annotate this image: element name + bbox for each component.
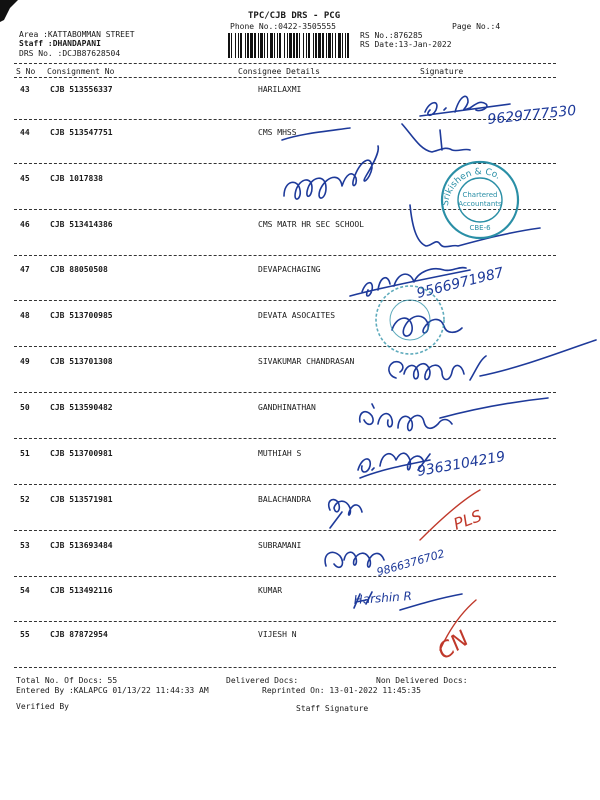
red-mark-52: PLS: [450, 506, 485, 534]
signature-stroke-44: [282, 128, 350, 140]
row-consignment: CJB 513700985: [50, 311, 113, 320]
column-header-signature: Signature: [420, 67, 464, 76]
page-number: Page No.:4: [452, 22, 501, 31]
row-consignment: CJB 88050508: [50, 265, 108, 274]
stamp-line-1: Chartered: [462, 191, 498, 199]
signature-row-49: [389, 340, 596, 380]
row-consignment: CJB 87872954: [50, 630, 108, 639]
reprinted-on: Reprinted On: 13-01-2022 11:45:35: [262, 686, 421, 695]
red-mark-55: CN: [433, 626, 474, 665]
phone-number: Phone No.:0422-3505555: [230, 22, 336, 31]
company-stamp: [441, 162, 518, 238]
row-sno: 47: [20, 265, 30, 274]
column-header-consignee: Consignee Details: [238, 67, 320, 76]
row-sno: 45: [20, 174, 30, 183]
row-consignee: CMS MATR HR SEC SCHOOL: [258, 220, 364, 229]
row-sno: 48: [20, 311, 30, 320]
signature-row-53: [325, 552, 384, 567]
column-header-sno: S No: [16, 67, 36, 76]
rs-date: RS Date:13-Jan-2022: [360, 40, 452, 49]
row-consignment: CJB 513693484: [50, 541, 113, 550]
row-consignment: CJB 513492116: [50, 586, 113, 595]
row-consignee: GANDHINATHAN: [258, 403, 316, 412]
row-consignment: CJB 513701308: [50, 357, 113, 366]
row-sno: 49: [20, 357, 30, 366]
row-consignee: DEVATA ASOCAITES: [258, 311, 336, 320]
signature-row-48: [392, 316, 462, 336]
row-consignee: VIJESH N: [258, 630, 297, 639]
document-title: TPC/CJB DRS - PCG: [248, 11, 341, 21]
row-consignment: CJB 513556337: [50, 85, 113, 94]
row-consignee: DEVAPACHAGING: [258, 265, 321, 274]
row-consignment: CJB 513414386: [50, 220, 113, 229]
signature-row-50: [360, 404, 452, 431]
column-header-consignment: Consignment No: [47, 67, 115, 76]
signature-stroke-52: [330, 512, 342, 528]
stamp-firm-name: Srikishen & Co.: [440, 167, 502, 207]
signature-row-45: [284, 146, 378, 199]
row-sno: 51: [20, 449, 30, 458]
row-sno: 55: [20, 630, 30, 639]
row-consignment: CJB 513590482: [50, 403, 113, 412]
row-consignment: CJB 513547751: [50, 128, 113, 137]
signature-row-52: [329, 500, 362, 516]
row-consignee: MUTHIAH S: [258, 449, 302, 458]
row-sno: 44: [20, 128, 30, 137]
area-label: Area :KATTABOMMAN STREET: [19, 30, 135, 39]
handwritten-phone-53: 9866376702: [375, 547, 447, 579]
row-consignee: CMS MHSS: [258, 128, 297, 137]
row-sno: 54: [20, 586, 30, 595]
row-sno: 46: [20, 220, 30, 229]
handwritten-phone-51: 9363104219: [415, 448, 507, 480]
handwritten-phone-47: 9566971987: [415, 264, 506, 302]
row-sno: 43: [20, 85, 30, 94]
row-sno: 50: [20, 403, 30, 412]
verified-by: Verified By: [16, 702, 69, 711]
entered-by: Entered By :KALAPCG 01/13/22 11:44:33 AM: [16, 686, 209, 695]
stamp-city: CBE-6: [469, 224, 491, 232]
non-delivered-docs: Non Delivered Docs:: [376, 676, 468, 685]
handwritten-name-54: Harshin R: [353, 588, 413, 607]
row-consignee: SIVAKUMAR CHANDRASAN: [258, 357, 355, 366]
drs-number: DRS No. :DCJB87628504: [19, 49, 121, 58]
handwritten-phone-43: 9629777530: [486, 102, 578, 128]
row-consignee: SUBRAMANI: [258, 541, 302, 550]
row-consignment: CJB 513571981: [50, 495, 113, 504]
row-consignment: CJB 513700981: [50, 449, 113, 458]
staff-label: Staff :DHANDAPANI: [19, 39, 101, 48]
row-consignee: HARILAXMI: [258, 85, 302, 94]
row-consignee: KUMAR: [258, 586, 283, 595]
row-sno: 52: [20, 495, 30, 504]
row-sno: 53: [20, 541, 30, 550]
row-consignment: CJB 1017838: [50, 174, 103, 183]
row-consignee: BALACHANDRA: [258, 495, 311, 504]
signature-stroke-50: [440, 398, 548, 418]
signature-row-44: [402, 124, 470, 152]
rs-number: RS No.:876285: [360, 31, 423, 40]
stamp-line-2: Accountants: [458, 200, 502, 208]
delivered-docs: Delivered Docs:: [226, 676, 299, 685]
staff-signature-label: Staff Signature: [296, 704, 369, 713]
total-docs: Total No. Of Docs: 55: [16, 676, 118, 685]
